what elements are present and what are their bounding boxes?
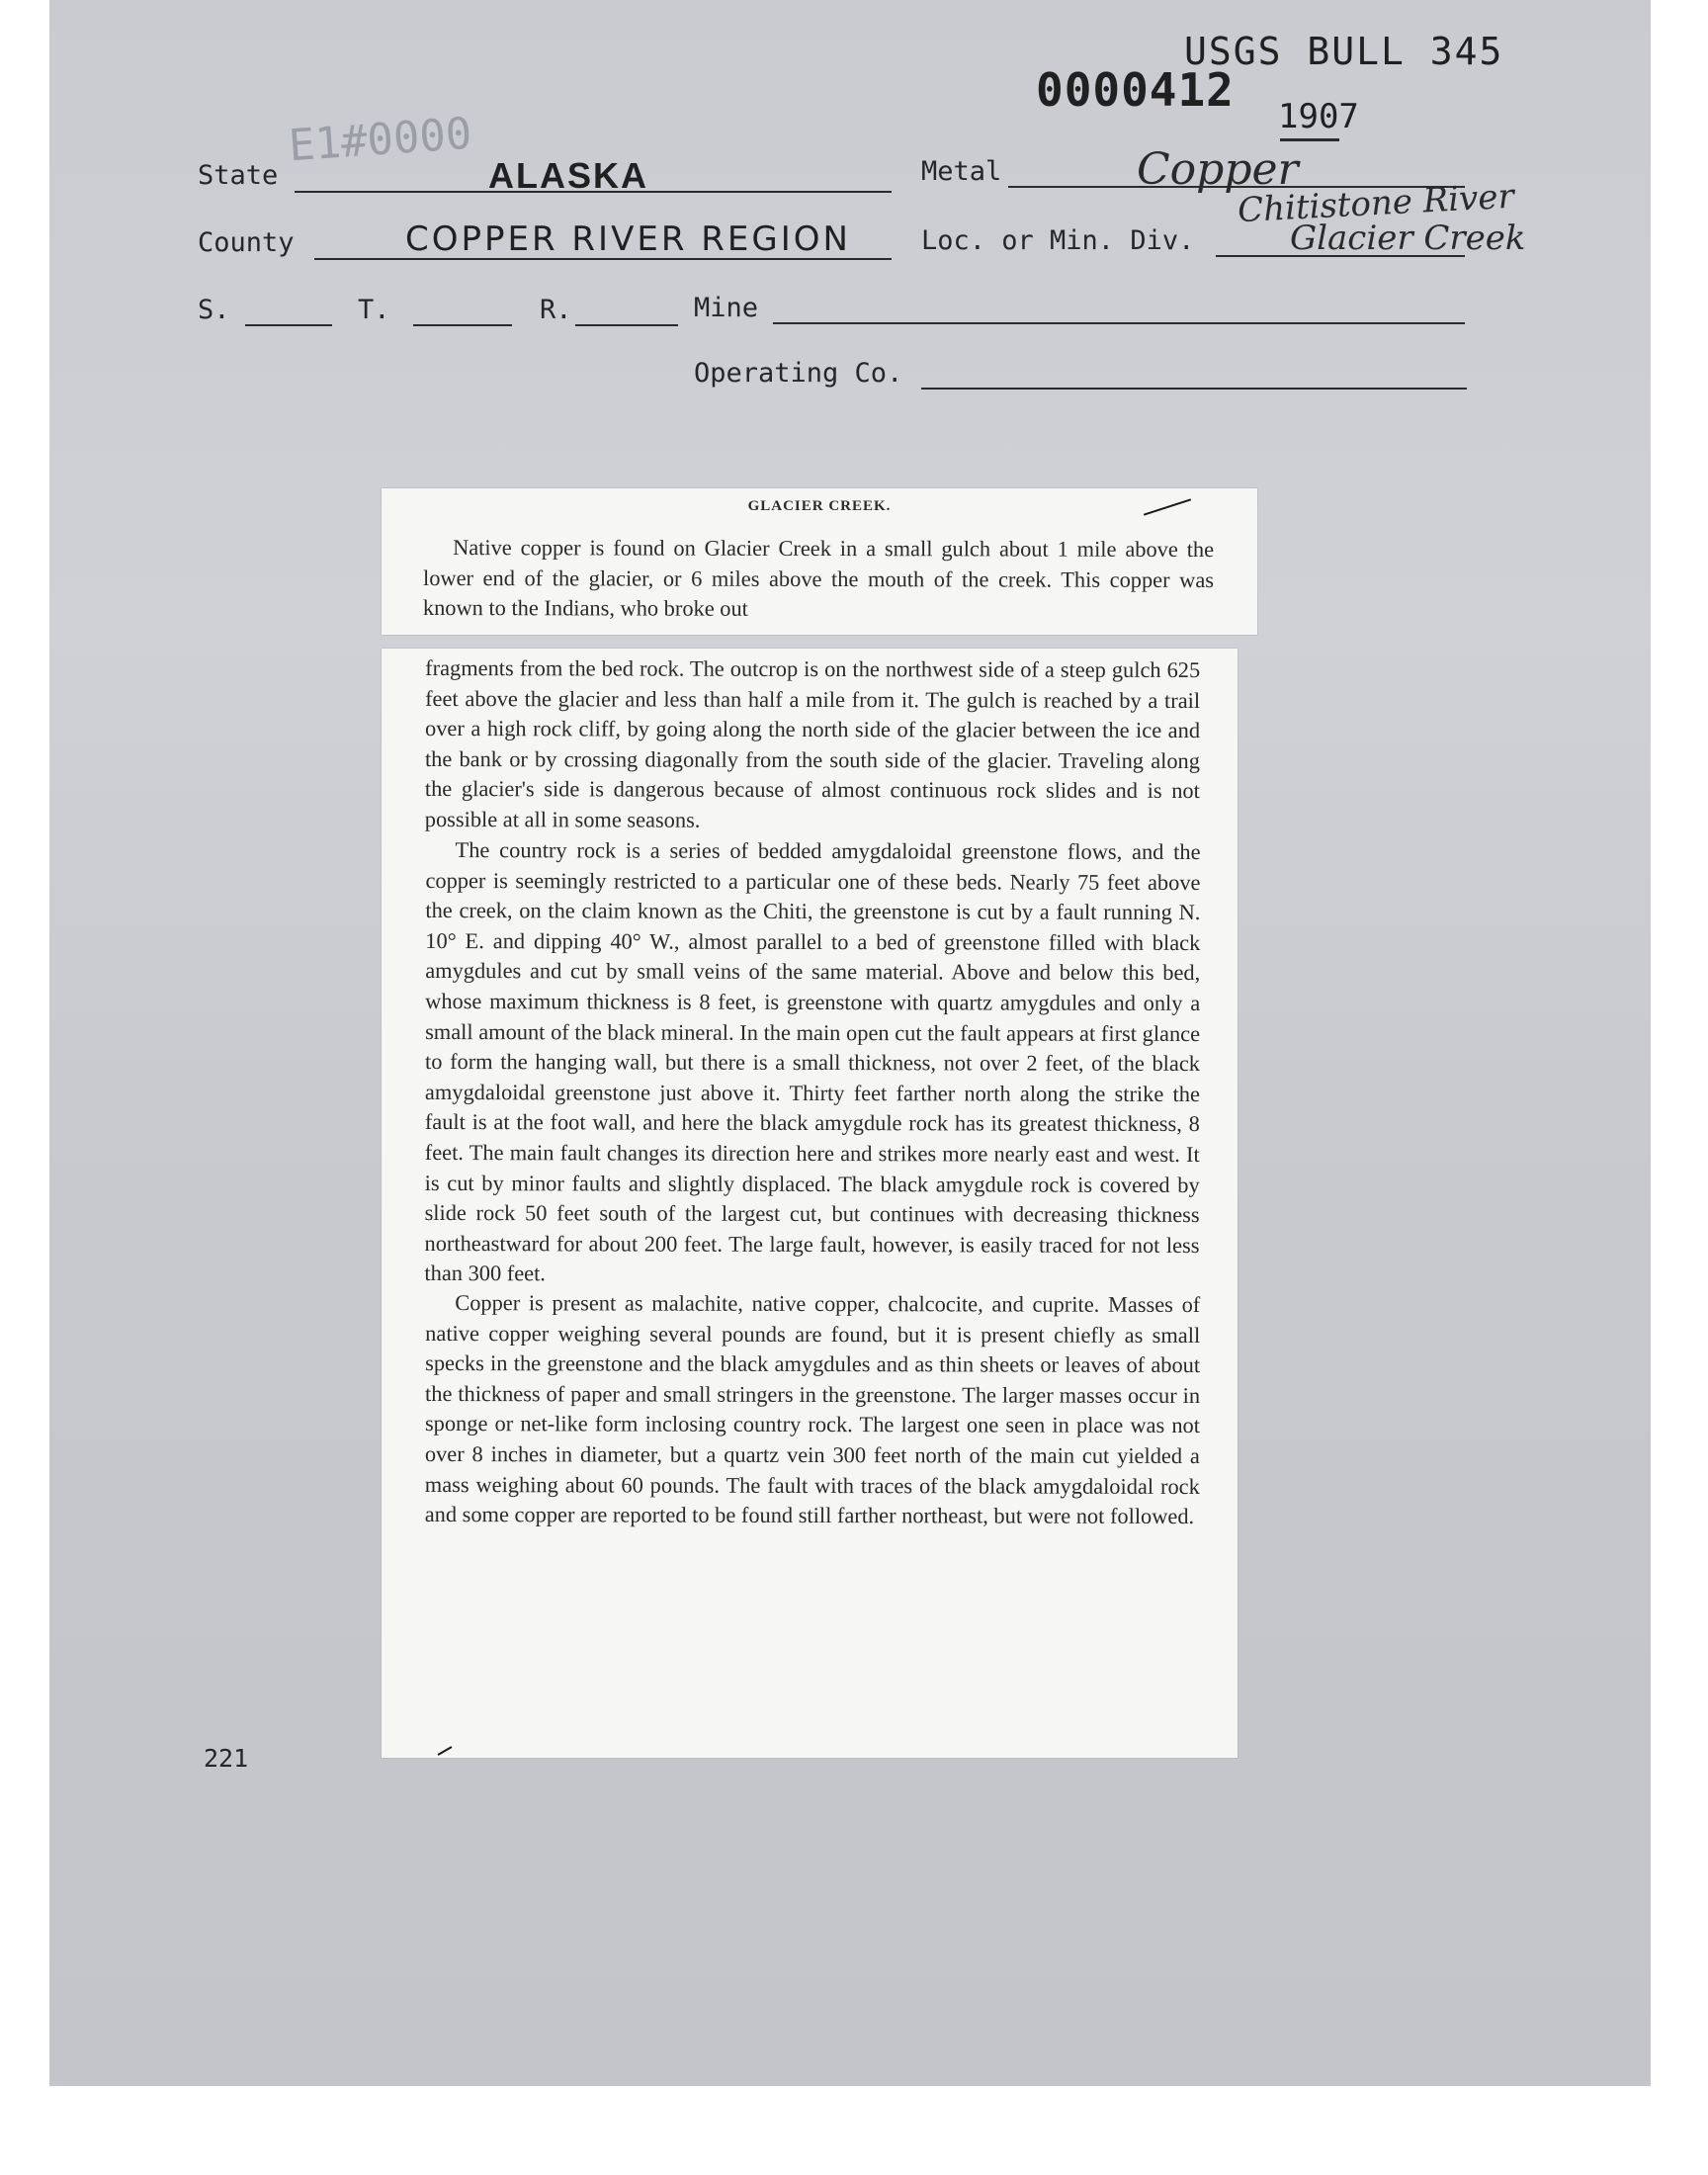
year-stamp: 1907 <box>1278 97 1359 136</box>
loc-label: Loc. or Min. Div. <box>921 225 1195 256</box>
clipping-paragraph-3: Copper is present as malachite, native copper, chalcocite, and cuprite. Masses of native copper weighing several pounds are found, but it is present chiefly as small specks in the greenstone and the black amygdules and as thin sheets or leaves of about the thickness of paper and small stringers in the greenstone. The larger masses occur in sponge or net-like form inclosing country rock. The largest one seen in place was not over 8 inches in diameter, but a quartz vein 300 feet north of the main cut yielded a mass weighing about 60 pounds. The fault with traces of the black amygdaloidal rock and some copper are reported to be found still farther northeast, but were not followed. <box>424 1290 1201 1529</box>
section-line <box>245 324 332 326</box>
clipping-title: GLACIER CREEK. <box>747 498 892 514</box>
clipping-top <box>382 488 1257 635</box>
clipping-body <box>382 649 1238 1758</box>
metal-value: Copper <box>1137 144 1299 195</box>
state-label: State <box>198 160 279 191</box>
state-value: ALASKA <box>488 155 648 196</box>
faded-record-number: E1#0000 <box>287 108 473 172</box>
mine-line <box>773 322 1465 324</box>
operating-company-line <box>921 388 1467 390</box>
mine-label: Mine <box>694 293 759 323</box>
state-line <box>295 191 892 193</box>
page-number: 221 <box>204 1744 249 1773</box>
clipping-paragraph-1-cont: fragments from the bed rock. The outcrop is on the northwest side of a steep gulch 625 feet above the glacier and less than half a mile from it. The gulch is reached by a trail over a high rock cliff, by going along the north side of the glacier between the ice and the bank or by crossing diagonally from the south side of the glacier. Traveling along the glacier's side is dangerous because of almost continuous rock slides and is not possible at all in some seasons. <box>424 654 1201 832</box>
loc-value-line2: Glacier Creek <box>1290 218 1526 258</box>
county-label: County <box>198 227 295 258</box>
range-label: R. <box>540 295 572 325</box>
tick-mark <box>438 1746 453 1756</box>
township-line <box>413 324 512 326</box>
range-line <box>575 324 678 326</box>
loc-line <box>1216 255 1465 257</box>
metal-label: Metal <box>921 156 1002 187</box>
county-value: COPPER RIVER REGION <box>405 219 851 259</box>
clipping-paragraph-1-start: Native copper is found on Glacier Creek in a small gulch about 1 mile above the lower end of the glacier, or 6 miles above the mouth of the creek. This copper was known to the Indians, who broke out <box>422 535 1215 622</box>
operating-company-label: Operating Co. <box>694 358 903 389</box>
loc-value-line1: Chitistone River <box>1237 176 1515 231</box>
section-label: S. <box>198 295 230 325</box>
county-line <box>314 258 892 260</box>
bulletin-stamp: USGS BULL 345 <box>1184 30 1504 73</box>
township-label: T. <box>358 295 390 325</box>
clipping-paragraph-2: The country rock is a series of bedded amygdaloidal greenstone flows, and the copper is seemingly restricted to a particular one of these beds. Nearly 75 feet above the creek, on the claim known as the Chiti, the greenstone is cut by a fault running N. 10° E. and dipping 40° W., almost parallel to a bed of greenstone filled with black amygdules and cut by small veins of the same material. Above and below this bed, whose maximum thickness is 8 feet, is greenstone with quartz amygdules and only a small amount of the black mineral. In the main open cut the fault appears at first glance to form the hanging wall, but there is a small thickness, not over 2 feet, of the black amygdaloidal greenstone just above it. Thirty feet farther north along the strike the fault is at the foot wall, and here the black amygdule rock has its greatest thickness, 8 feet. The main fault changes its direction here and strikes more nearly east and west. It is cut by minor faults and slightly displaced. The black amygdule rock is covered by slide rock 50 feet south of the largest cut, but continues with decreasing thickness northeastward for about 200 feet. The large fault, however, is easily traced for not less than 300 feet. <box>424 836 1201 1286</box>
year-underline <box>1280 138 1339 141</box>
document-number: 0000412 <box>1036 63 1235 117</box>
